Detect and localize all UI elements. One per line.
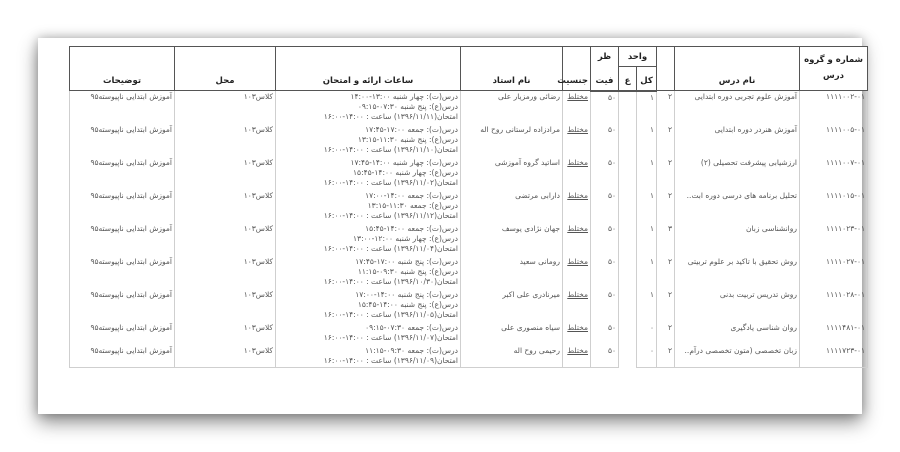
course-code: ۱۱۱۱۰۰۵-۰۱ bbox=[800, 124, 868, 157]
schedule-line: امتحان(۱۳۹۶/۱۱/۰۹) ساعت : ۱۴:۰۰-۱۶:۰۰ bbox=[323, 355, 458, 365]
table-row bbox=[70, 190, 868, 223]
schedule bbox=[276, 322, 461, 345]
schedule bbox=[276, 345, 461, 368]
course-code: ۱۱۱۱۷۲۳-۰۱ bbox=[800, 345, 868, 368]
schedule-line: درس(ت): چهار شنبه ۱۳:۰۰-۱۴:۰۰ bbox=[350, 92, 458, 101]
course-code: ۱۱۱۱۰۲۳-۰۱ bbox=[800, 223, 868, 256]
header-location: محل bbox=[175, 47, 276, 91]
schedule bbox=[276, 157, 461, 190]
unit-practical: ۱ bbox=[637, 190, 657, 223]
unit-total: ۲ bbox=[657, 256, 675, 289]
table-row bbox=[70, 91, 868, 124]
instructor-name: رحیمی روح اله bbox=[461, 345, 563, 368]
table-row bbox=[70, 124, 868, 157]
schedule-line: درس(ت): جمعه ۱۴:۰۰-۱۷:۰۰ bbox=[365, 190, 458, 200]
schedule-line: امتحان(۱۳۹۶/۱۱/۰۷) ساعت : ۱۴:۰۰-۱۶:۰۰ bbox=[323, 332, 458, 342]
unit-total: ۲ bbox=[657, 289, 675, 322]
notes: آموزش ابتدایی ناپیوسته۹۵ bbox=[70, 289, 175, 322]
notes: آموزش ابتدایی ناپیوسته۹۵ bbox=[70, 124, 175, 157]
schedule-line: امتحان(۱۳۹۶/۱۱/۰۴) ساعت : ۱۴:۰۰-۱۶:۰۰ bbox=[323, 243, 458, 253]
schedule-line: درس(ت): پنج شنبه ۱۴:۰۰-۱۷:۰۰ bbox=[355, 289, 458, 299]
table-row bbox=[70, 322, 868, 345]
capacity: ۵۰ bbox=[591, 157, 619, 190]
schedule-line: درس(ت): جمعه ۱۴:۰۰-۱۵:۴۵ bbox=[365, 223, 458, 233]
unit-practical: ۰ bbox=[637, 345, 657, 368]
schedule-line: درس(ع): پنج شنبه ۰۷:۳۰-۰۹:۱۵ bbox=[357, 102, 458, 111]
gender: مختلط bbox=[563, 91, 591, 124]
capacity: ۵۰ bbox=[591, 289, 619, 322]
course-code: ۱۱۱۱۰۲۷-۰۱ bbox=[800, 256, 868, 289]
course-name: روانشناسی زبان bbox=[675, 223, 800, 256]
schedule bbox=[276, 190, 461, 223]
cell-spacer bbox=[619, 91, 637, 124]
gender: مختلط bbox=[563, 190, 591, 223]
cell-spacer bbox=[619, 157, 637, 190]
location: کلاس۱۰۳ bbox=[175, 124, 276, 157]
course-code: ۱۱۱۱۰۰۲-۰۱ bbox=[800, 91, 868, 124]
schedule-line: درس(ع): پنج شنبه ۱۴:۰۰-۱۵:۴۵ bbox=[357, 299, 458, 309]
schedule-line: امتحان(۱۳۹۶/۱۱/۰۵) ساعت : ۱۴:۰۰-۱۶:۰۰ bbox=[323, 309, 458, 319]
unit-total: ۲ bbox=[657, 157, 675, 190]
header-code bbox=[800, 47, 868, 91]
cell-spacer bbox=[619, 223, 637, 256]
capacity: ۵۰ bbox=[591, 322, 619, 345]
unit-practical: ۱ bbox=[637, 157, 657, 190]
course-name: زبان تخصصی (متون تخصصی درآم.. bbox=[675, 345, 800, 368]
capacity: ۵۰ bbox=[591, 91, 619, 124]
course-name: روش تدریس تربیت بدنی bbox=[675, 289, 800, 322]
location: کلاس۱۰۳ bbox=[175, 157, 276, 190]
schedule bbox=[276, 91, 461, 124]
header-notes: توضیحات bbox=[70, 47, 175, 91]
capacity: ۵۰ bbox=[591, 223, 619, 256]
course-name: روش تحقیق با تاکید بر علوم تربیتی bbox=[675, 256, 800, 289]
header-code-line1: شماره و گروه bbox=[804, 54, 863, 65]
course-name: روان شناسی یادگیری bbox=[675, 322, 800, 345]
course-code: ۱۱۱۱۰۰۷-۰۱ bbox=[800, 157, 868, 190]
cell-spacer bbox=[619, 190, 637, 223]
schedule-line: درس(ت): چهار شنبه ۱۴:۰۰-۱۷:۴۵ bbox=[350, 157, 458, 167]
schedule bbox=[276, 124, 461, 157]
table-row bbox=[70, 223, 868, 256]
document-page bbox=[38, 38, 866, 414]
capacity: ۵۰ bbox=[591, 124, 619, 157]
gender: مختلط bbox=[563, 256, 591, 289]
schedule-line: درس(ع): پنج شنبه ۱۱:۳۰-۱۳:۱۵ bbox=[357, 134, 458, 144]
cell-spacer bbox=[619, 256, 637, 289]
schedule-line: امتحان(۱۳۹۶/۱۱/۱۲) ساعت : ۱۴:۰۰-۱۶:۰۰ bbox=[323, 210, 458, 220]
location: کلاس۱۰۳ bbox=[175, 289, 276, 322]
course-name: آموزش علوم تجربی دوره ابتدایی bbox=[675, 91, 800, 124]
table-row bbox=[70, 289, 868, 322]
header-spacer bbox=[657, 47, 675, 91]
header-code-line2: درس bbox=[823, 70, 844, 81]
header-unit-practical: ع bbox=[619, 67, 637, 91]
schedule-line: درس(ع): پنج شنبه ۰۹:۳۰-۱۱:۱۵ bbox=[357, 266, 458, 276]
schedule-line: امتحان(۱۳۹۶/۱۱/۱۰) ساعت : ۱۴:۰۰-۱۶:۰۰ bbox=[323, 144, 458, 154]
cell-spacer bbox=[619, 124, 637, 157]
instructor-name: مرادزاده لرستانی روح اله bbox=[461, 124, 563, 157]
header-units: واحد bbox=[619, 47, 657, 67]
header-unit-total: کل bbox=[637, 67, 657, 91]
unit-total: ۳ bbox=[657, 223, 675, 256]
unit-practical: ۱ bbox=[637, 223, 657, 256]
unit-practical: ۱ bbox=[637, 91, 657, 124]
instructor-name: اساتید گروه آموزشی bbox=[461, 157, 563, 190]
schedule-line: امتحان(۱۳۹۶/۱۱/۰۲) ساعت : ۱۴:۰۰-۱۶:۰۰ bbox=[323, 177, 458, 187]
schedule bbox=[276, 256, 461, 289]
gender: مختلط bbox=[563, 345, 591, 368]
gender: مختلط bbox=[563, 289, 591, 322]
schedule bbox=[276, 223, 461, 256]
table-row bbox=[70, 256, 868, 289]
schedule-line: درس(ت): جمعه ۰۷:۳۰-۰۹:۱۵ bbox=[365, 322, 458, 332]
notes: آموزش ابتدایی ناپیوسته۹۵ bbox=[70, 223, 175, 256]
header-capacity-line1: ظر bbox=[591, 47, 619, 67]
header-capacity-line2: فیت bbox=[591, 67, 619, 91]
location: کلاس۱۰۳ bbox=[175, 223, 276, 256]
instructor-name: میرنادری علی اکبر bbox=[461, 289, 563, 322]
course-code: ۱۱۱۱۰۱۵-۰۱ bbox=[800, 190, 868, 223]
instructor-name: رضائی ورمزیار علی bbox=[461, 91, 563, 124]
cell-spacer bbox=[619, 322, 637, 345]
course-name: آموزش هنردر دوره ابتدایی bbox=[675, 124, 800, 157]
table-row bbox=[70, 157, 868, 190]
instructor-name: جهان نژادی یوسف bbox=[461, 223, 563, 256]
unit-practical: ۱ bbox=[637, 289, 657, 322]
gender: مختلط bbox=[563, 322, 591, 345]
unit-practical: ۰ bbox=[637, 322, 657, 345]
schedule-line: امتحان(۱۳۹۶/۱۱/۱۱) ساعت : ۱۴:۰۰-۱۶:۰۰ bbox=[323, 112, 458, 121]
notes: آموزش ابتدایی ناپیوسته۹۵ bbox=[70, 322, 175, 345]
course-code: ۱۱۱۱۴۸۱-۰۱ bbox=[800, 322, 868, 345]
location: کلاس۱۰۳ bbox=[175, 345, 276, 368]
table-row bbox=[70, 345, 868, 368]
course-schedule-table bbox=[69, 46, 868, 368]
course-name: تحلیل برنامه های درسی دوره ابت.. bbox=[675, 190, 800, 223]
location: کلاس۱۰۳ bbox=[175, 190, 276, 223]
schedule-line: درس(ع): چهار شنبه ۱۲:۰۰-۱۳:۰۰ bbox=[353, 233, 458, 243]
capacity: ۵۰ bbox=[591, 345, 619, 368]
location: کلاس۱۰۳ bbox=[175, 91, 276, 124]
schedule-line: درس(ت): جمعه ۱۷:۰۰-۱۷:۴۵ bbox=[365, 124, 458, 134]
notes: آموزش ابتدایی ناپیوسته۹۵ bbox=[70, 345, 175, 368]
capacity: ۵۰ bbox=[591, 190, 619, 223]
unit-practical: ۱ bbox=[637, 256, 657, 289]
instructor-name: دارابی مرتضی bbox=[461, 190, 563, 223]
schedule-line: درس(ت): جمعه ۰۹:۳۰-۱۱:۱۵ bbox=[365, 345, 458, 355]
unit-practical: ۱ bbox=[637, 124, 657, 157]
unit-total: ۲ bbox=[657, 190, 675, 223]
course-name: ارزشیابی پیشرفت تحصیلی (۲) bbox=[675, 157, 800, 190]
location: کلاس۱۰۳ bbox=[175, 322, 276, 345]
course-code: ۱۱۱۱۰۲۸-۰۱ bbox=[800, 289, 868, 322]
notes: آموزش ابتدایی ناپیوسته۹۵ bbox=[70, 256, 175, 289]
header-gender: جنسیت bbox=[563, 47, 591, 91]
gender: مختلط bbox=[563, 157, 591, 190]
schedule-line: درس(ع): چهار شنبه ۱۴:۰۰-۱۵:۴۵ bbox=[353, 167, 458, 177]
location: کلاس۱۰۳ bbox=[175, 256, 276, 289]
schedule-line: درس(ت): پنج شنبه ۱۷:۰۰-۱۷:۴۵ bbox=[355, 256, 458, 266]
cell-spacer bbox=[619, 289, 637, 322]
instructor-name: رومانی سعید bbox=[461, 256, 563, 289]
unit-total: ۲ bbox=[657, 124, 675, 157]
cell-spacer bbox=[619, 345, 637, 368]
schedule-line: امتحان(۱۳۹۶/۱۰/۳۰) ساعت : ۱۴:۰۰-۱۶:۰۰ bbox=[323, 276, 458, 286]
schedule bbox=[276, 289, 461, 322]
gender: مختلط bbox=[563, 124, 591, 157]
unit-total: ۲ bbox=[657, 91, 675, 124]
notes: آموزش ابتدایی ناپیوسته۹۵ bbox=[70, 91, 175, 124]
schedule-line: درس(ع): جمعه ۱۱:۳۰-۱۳:۱۵ bbox=[367, 200, 458, 210]
header-course-name: نام درس bbox=[675, 47, 800, 91]
header-schedule: ساعات ارائه و امتحان bbox=[276, 47, 461, 91]
notes: آموزش ابتدایی ناپیوسته۹۵ bbox=[70, 190, 175, 223]
header-instructor: نام استاد bbox=[461, 47, 563, 91]
instructor-name: سیاه منصوری علی bbox=[461, 322, 563, 345]
unit-total: ۲ bbox=[657, 322, 675, 345]
gender: مختلط bbox=[563, 223, 591, 256]
notes: آموزش ابتدایی ناپیوسته۹۵ bbox=[70, 157, 175, 190]
unit-total: ۲ bbox=[657, 345, 675, 368]
capacity: ۵۰ bbox=[591, 256, 619, 289]
